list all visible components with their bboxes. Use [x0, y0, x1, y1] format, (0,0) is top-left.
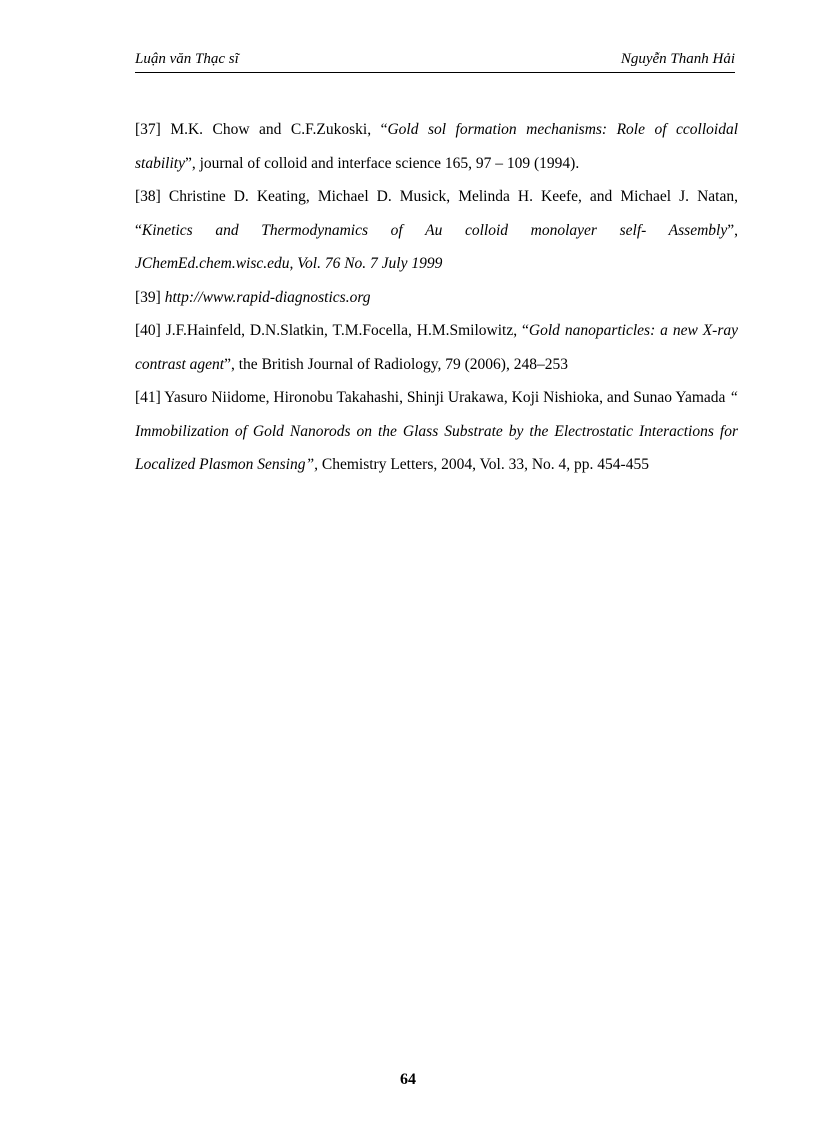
reference-title: “ Immobilization of Gold Nanorods on the Glass Substrate by the Electrostatic Interactions for Localized Plasmon Sensing”, [135, 389, 738, 473]
page-number: 64 [400, 1071, 416, 1088]
page-header [135, 48, 735, 73]
reference-38 [135, 180, 738, 281]
reference-list [135, 113, 738, 482]
reference-source: ”, journal of colloid and interface science 165, 97 – 109 (1994). [184, 154, 580, 172]
reference-source: ”, the British Journal of Radiology, 79 (2006), 248–253 [224, 355, 568, 373]
reference-authors: M.K. Chow and C.F.Zukoski, “ [160, 121, 388, 138]
reference-authors: J.F.Hainfeld, D.N.Slatkin, T.M.Focella, H.M.Smilowitz, “ [160, 322, 529, 339]
reference-number: [38] [135, 188, 161, 205]
reference-number: [41] [135, 389, 161, 406]
reference-40 [135, 314, 738, 381]
header-author: Nguyễn Thanh Hải [620, 51, 735, 67]
reference-number: [39] [135, 288, 161, 306]
header-thesis-type: Luận văn Thạc sĩ [135, 51, 239, 67]
reference-number: [40] [135, 322, 161, 339]
reference-url-link[interactable]: http://www.rapid-diagnostics.org [164, 288, 371, 306]
reference-source: JChemEd.chem.wisc.edu, Vol. 76 No. 7 July 1999 [135, 255, 443, 272]
reference-41 [135, 381, 738, 482]
reference-separator: ”, [727, 221, 738, 239]
reference-title: Kinetics and Thermodynamics of Au colloid monolayer self- Assembly [141, 221, 728, 239]
reference-source: Chemistry Letters, 2004, Vol. 33, No. 4, pp. 454-455 [318, 456, 649, 473]
reference-authors: Christine D. Keating, Michael D. Musick, Melinda H. Keefe, and Michael J. Natan, “ [135, 188, 738, 239]
reference-title: Gold sol formation mechanisms: Role of ccolloidal stability [135, 121, 739, 172]
reference-title: Gold nanoparticles: a new X-ray contrast agent [135, 322, 739, 373]
reference-number: [37] [135, 121, 161, 138]
reference-37 [135, 113, 738, 180]
reference-authors: Yasuro Niidome, Hironobu Takahashi, Shinji Urakawa, Koji Nishioka, and Sunao Yamada [160, 389, 730, 406]
reference-39 [135, 281, 738, 315]
